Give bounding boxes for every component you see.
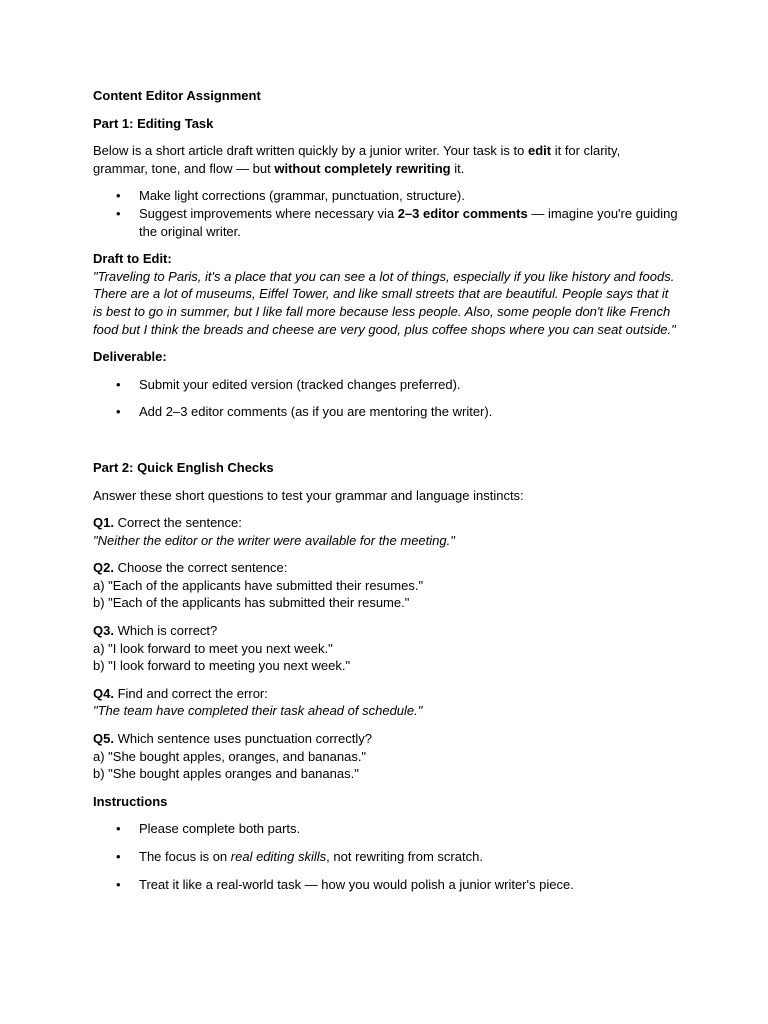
question-prompt [93, 730, 678, 748]
list-item [139, 205, 678, 240]
question-4 [93, 685, 678, 720]
part1-intro-bold-edit: edit [527, 143, 552, 159]
part1-intro-text-2: it for clarity, grammar, tone, and flow — but [93, 143, 621, 176]
question-label: Q1. [93, 515, 114, 531]
list-item: • Please complete both parts. [139, 820, 678, 838]
question-label: Q4. [93, 685, 114, 701]
question-prompt [93, 622, 678, 640]
part1-intro [93, 142, 678, 177]
question-label: Q5. [93, 731, 114, 747]
part2-heading: Part 2: Quick English Checks [93, 459, 274, 475]
part1-heading: Part 1: Editing Task [93, 115, 214, 131]
question-text: Which is correct? [113, 623, 218, 639]
bullet-text: Suggest improvements where necessary via [139, 205, 398, 221]
instructions-list [93, 820, 678, 893]
question-1 [93, 514, 678, 549]
question-sentence: "The team have completed their task ahead of schedule." [93, 703, 423, 719]
bullet-italic-text: real editing skills [230, 849, 327, 864]
list-item: • Make light corrections (grammar, punctuation, structure). [139, 187, 678, 205]
draft-label: Draft to Edit: [93, 251, 172, 267]
deliverable-list [93, 376, 678, 421]
option-a: a) "Each of the applicants have submitted their resumes." [93, 577, 424, 593]
question-5 [93, 730, 678, 783]
question-label: Q2. [93, 560, 114, 576]
bullet-text: , not rewriting from scratch. [326, 849, 483, 864]
bullet-text: — imagine you're guiding the original writer. [139, 205, 678, 239]
question-2 [93, 559, 678, 612]
question-sentence: "Neither the editor or the writer were available for the meeting." [93, 532, 455, 548]
question-3 [93, 622, 678, 675]
option-b: b) "Each of the applicants has submitted their resume." [93, 595, 410, 611]
part1-intro-text-1: Below is a short article draft written quickly by a junior writer. Your task is to [93, 143, 528, 159]
list-item [139, 848, 678, 866]
document-title: Content Editor Assignment [93, 88, 261, 103]
list-item: • Treat it like a real-world task — how you would polish a junior writer's piece. [139, 876, 678, 894]
option-b: b) "She bought apples oranges and bananas." [93, 766, 359, 782]
option-b: b) "I look forward to meeting you next week." [93, 658, 351, 674]
list-item: • Add 2–3 editor comments (as if you are mentoring the writer). [139, 403, 678, 421]
option-a: a) "I look forward to meet you next week." [93, 640, 333, 656]
question-prompt [93, 685, 678, 703]
option-a: a) "She bought apples, oranges, and bananas." [93, 748, 367, 764]
bullet-text: The focus is on [139, 849, 231, 864]
question-text: Correct the sentence: [113, 515, 242, 531]
part1-task-list [93, 187, 678, 240]
question-text: Find and correct the error: [113, 685, 268, 701]
list-item: • Submit your edited version (tracked changes preferred). [139, 376, 678, 394]
instructions-heading: Instructions [93, 793, 168, 809]
bullet-bold-text: 2–3 editor comments [397, 205, 528, 221]
draft-text: "Traveling to Paris, it's a place that you can see a lot of things, especially if you like history and foods. There are a lot of museums, Eiffel Tower, and like small streets that are beautiful. People says that it is best to go in summer, but I like fall more because less people. Also, some people don't like French food but I think the breads and cheese are very good, plus coffee shops where you can seat outside." [93, 268, 676, 337]
part1-intro-bold-rewrite: without completely rewriting [274, 160, 451, 176]
question-prompt [93, 514, 678, 532]
question-text: Which sentence uses punctuation correctly? [113, 731, 372, 747]
part1-intro-text-3: it. [450, 160, 465, 176]
deliverable-label: Deliverable: [93, 349, 167, 365]
question-label: Q3. [93, 623, 114, 639]
part2-intro: Answer these short questions to test your grammar and language instincts: [93, 487, 524, 503]
question-prompt [93, 559, 678, 577]
question-text: Choose the correct sentence: [113, 560, 288, 576]
section-spacer [93, 431, 678, 459]
